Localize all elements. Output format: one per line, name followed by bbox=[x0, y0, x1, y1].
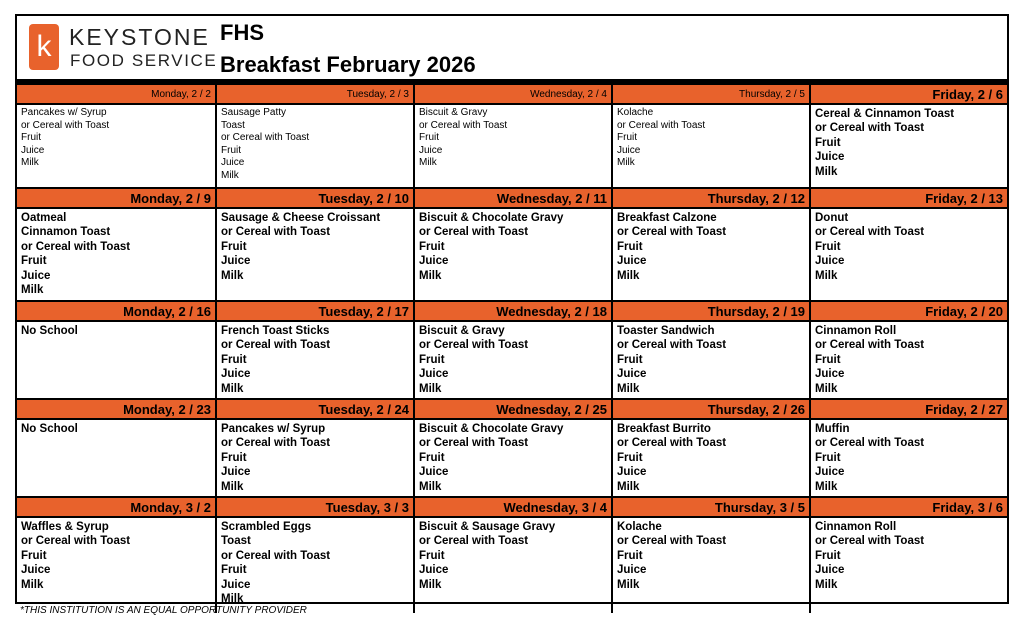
menu-item: Fruit bbox=[221, 564, 247, 577]
day-date: Monday, 2 / 23 bbox=[17, 400, 215, 420]
day-cell bbox=[215, 302, 413, 398]
menu-item: Fruit bbox=[815, 451, 841, 464]
menu-item: Juice bbox=[21, 269, 51, 282]
day-cell bbox=[413, 189, 611, 300]
day-date: Thursday, 2 / 26 bbox=[613, 400, 809, 420]
menu-item: Milk bbox=[617, 269, 640, 282]
day-date: Tuesday, 2 / 3 bbox=[217, 85, 413, 105]
menu-item: Milk bbox=[419, 269, 442, 282]
day-date: Thursday, 2 / 5 bbox=[613, 85, 809, 105]
menu-item: Biscuit & Gravy bbox=[419, 325, 505, 337]
menu-item: Juice bbox=[815, 466, 845, 479]
day-cell bbox=[215, 189, 413, 300]
menu-item: or Cereal with Toast bbox=[21, 119, 110, 131]
menu-item: Fruit bbox=[21, 549, 47, 562]
menu-item: or Cereal with Toast bbox=[221, 549, 331, 562]
menu-item: Fruit bbox=[419, 451, 445, 464]
menu-items bbox=[17, 322, 215, 340]
page-title: Breakfast February 2026 bbox=[220, 52, 476, 77]
week-row bbox=[17, 496, 1007, 613]
menu-item: Milk bbox=[21, 284, 44, 297]
menu-item: or Cereal with Toast bbox=[21, 535, 131, 548]
menu-item: Milk bbox=[815, 269, 838, 282]
menu-item: or Cereal with Toast bbox=[221, 437, 331, 450]
menu-item: Fruit bbox=[617, 549, 643, 562]
day-cell bbox=[413, 302, 611, 398]
menu-items bbox=[415, 209, 611, 285]
menu-item: Milk bbox=[617, 157, 635, 169]
logo-letter: k bbox=[36, 30, 52, 63]
menu-items bbox=[17, 209, 215, 299]
day-date: Monday, 3 / 2 bbox=[17, 498, 215, 518]
menu-item: or Cereal with Toast bbox=[419, 437, 529, 450]
menu-item: Juice bbox=[419, 466, 449, 479]
calendar-grid bbox=[17, 85, 1007, 613]
menu-item: Cinnamon Toast bbox=[21, 226, 111, 239]
day-cell bbox=[809, 498, 1007, 613]
menu-item: Pancakes w/ Syrup bbox=[221, 423, 326, 435]
menu-item: Juice bbox=[221, 466, 251, 479]
day-cell bbox=[215, 85, 413, 187]
menu-item: Juice bbox=[21, 144, 45, 156]
day-cell bbox=[611, 189, 809, 300]
keystone-logo-icon bbox=[29, 24, 59, 70]
menu-item: or Cereal with Toast bbox=[617, 226, 727, 239]
menu-item: Juice bbox=[419, 564, 449, 577]
menu-item: Juice bbox=[815, 255, 845, 268]
menu-items bbox=[811, 105, 1007, 181]
menu-item: Juice bbox=[221, 157, 245, 169]
menu-item: Juice bbox=[221, 255, 251, 268]
week-row bbox=[17, 398, 1007, 496]
menu-item: Juice bbox=[221, 368, 251, 381]
menu-item: Milk bbox=[815, 578, 838, 591]
menu-item: Juice bbox=[815, 564, 845, 577]
menu-item: Milk bbox=[419, 382, 442, 395]
menu-item: Fruit bbox=[221, 451, 247, 464]
day-date: Tuesday, 3 / 3 bbox=[217, 498, 413, 518]
menu-items bbox=[217, 105, 413, 185]
menu-item: Milk bbox=[221, 593, 244, 606]
day-cell bbox=[215, 400, 413, 496]
menu-item: Kolache bbox=[617, 107, 654, 118]
day-cell bbox=[413, 498, 611, 613]
menu-item: Milk bbox=[221, 169, 239, 181]
week-row bbox=[17, 85, 1007, 187]
day-date: Monday, 2 / 9 bbox=[17, 189, 215, 209]
menu-item: Milk bbox=[21, 578, 44, 591]
menu-item: No School bbox=[21, 423, 78, 435]
day-cell bbox=[17, 85, 215, 187]
menu-calendar bbox=[15, 14, 1009, 604]
menu-item: Donut bbox=[815, 212, 849, 224]
day-cell bbox=[611, 302, 809, 398]
menu-item: Milk bbox=[221, 382, 244, 395]
menu-item: French Toast Sticks bbox=[221, 325, 330, 337]
day-date: Thursday, 2 / 19 bbox=[613, 302, 809, 322]
menu-item: or Cereal with Toast bbox=[617, 437, 727, 450]
menu-item: Fruit bbox=[419, 240, 445, 253]
menu-item: Fruit bbox=[419, 132, 439, 144]
menu-item: Milk bbox=[221, 269, 244, 282]
menu-items bbox=[415, 518, 611, 594]
day-date: Wednesday, 3 / 4 bbox=[415, 498, 611, 518]
menu-items bbox=[415, 105, 611, 172]
menu-item: Milk bbox=[221, 480, 244, 493]
menu-items bbox=[17, 518, 215, 594]
header bbox=[17, 16, 1007, 82]
menu-item: or Cereal with Toast bbox=[617, 535, 727, 548]
menu-item: Fruit bbox=[419, 353, 445, 366]
day-date: Tuesday, 2 / 17 bbox=[217, 302, 413, 322]
menu-items bbox=[415, 322, 611, 398]
menu-item: Scrambled Eggs bbox=[221, 521, 312, 533]
day-cell bbox=[413, 400, 611, 496]
menu-items bbox=[811, 518, 1007, 594]
school-name: FHS bbox=[220, 20, 264, 45]
menu-item: Milk bbox=[815, 382, 838, 395]
menu-items bbox=[613, 209, 809, 285]
menu-item: Juice bbox=[617, 144, 641, 156]
menu-item: Breakfast Burrito bbox=[617, 423, 711, 435]
week-row bbox=[17, 300, 1007, 398]
menu-item: Milk bbox=[617, 578, 640, 591]
menu-item: Juice bbox=[419, 255, 449, 268]
day-date: Monday, 2 / 2 bbox=[17, 85, 215, 105]
menu-item: Juice bbox=[617, 255, 647, 268]
menu-item: or Cereal with Toast bbox=[815, 535, 925, 548]
menu-item: or Cereal with Toast bbox=[815, 122, 925, 135]
menu-item: Fruit bbox=[21, 132, 41, 144]
menu-item: Toast bbox=[221, 535, 251, 548]
menu-items bbox=[613, 322, 809, 398]
day-cell bbox=[413, 85, 611, 187]
menu-items bbox=[811, 420, 1007, 496]
menu-item: Juice bbox=[815, 368, 845, 381]
menu-item: Milk bbox=[419, 157, 437, 169]
menu-item: or Cereal with Toast bbox=[419, 226, 529, 239]
menu-item: or Cereal with Toast bbox=[815, 226, 925, 239]
day-date: Friday, 2 / 27 bbox=[811, 400, 1007, 420]
menu-items bbox=[217, 209, 413, 285]
week-row bbox=[17, 187, 1007, 300]
menu-item: Fruit bbox=[617, 240, 643, 253]
menu-item: Juice bbox=[221, 578, 251, 591]
day-cell bbox=[611, 498, 809, 613]
menu-item: Toast bbox=[221, 119, 245, 131]
menu-items bbox=[811, 322, 1007, 398]
day-date: Friday, 2 / 13 bbox=[811, 189, 1007, 209]
day-date: Thursday, 2 / 12 bbox=[613, 189, 809, 209]
menu-items bbox=[613, 420, 809, 496]
menu-item: Cinnamon Roll bbox=[815, 521, 897, 533]
day-date: Friday, 3 / 6 bbox=[811, 498, 1007, 518]
menu-item: Fruit bbox=[815, 353, 841, 366]
footer-note: *THIS INSTITUTION IS AN EQUAL OPPORTUNITY PROVIDER bbox=[20, 605, 307, 616]
day-cell bbox=[809, 302, 1007, 398]
menu-item: Juice bbox=[617, 564, 647, 577]
day-cell bbox=[611, 85, 809, 187]
menu-item: Milk bbox=[617, 382, 640, 395]
menu-items bbox=[17, 420, 215, 438]
day-date: Friday, 2 / 6 bbox=[811, 85, 1007, 105]
menu-items bbox=[217, 420, 413, 496]
menu-item: Juice bbox=[815, 151, 845, 164]
menu-items bbox=[811, 209, 1007, 285]
menu-item: Sausage Patty bbox=[221, 107, 287, 118]
menu-item: Juice bbox=[21, 564, 51, 577]
menu-item: or Cereal with Toast bbox=[617, 119, 706, 131]
menu-item: Milk bbox=[419, 480, 442, 493]
menu-item: or Cereal with Toast bbox=[815, 339, 925, 352]
menu-item: or Cereal with Toast bbox=[419, 119, 508, 131]
menu-item: Muffin bbox=[815, 423, 850, 435]
menu-item: Milk bbox=[419, 578, 442, 591]
menu-items bbox=[613, 105, 809, 172]
day-cell bbox=[809, 189, 1007, 300]
day-cell bbox=[809, 85, 1007, 187]
menu-item: Biscuit & Chocolate Gravy bbox=[419, 423, 564, 435]
menu-item: or Cereal with Toast bbox=[815, 437, 925, 450]
menu-item: Cereal & Cinnamon Toast bbox=[815, 108, 955, 120]
menu-item: Fruit bbox=[21, 255, 47, 268]
menu-item: Biscuit & Sausage Gravy bbox=[419, 521, 556, 533]
day-date: Tuesday, 2 / 24 bbox=[217, 400, 413, 420]
menu-items bbox=[17, 105, 215, 172]
menu-item: Toaster Sandwich bbox=[617, 325, 715, 337]
menu-item: or Cereal with Toast bbox=[419, 535, 529, 548]
day-date: Friday, 2 / 20 bbox=[811, 302, 1007, 322]
day-date: Wednesday, 2 / 4 bbox=[415, 85, 611, 105]
menu-item: Juice bbox=[419, 144, 443, 156]
menu-item: or Cereal with Toast bbox=[21, 240, 131, 253]
menu-item: Sausage & Cheese Croissant bbox=[221, 212, 381, 224]
menu-item: Fruit bbox=[221, 144, 241, 156]
day-date: Wednesday, 2 / 18 bbox=[415, 302, 611, 322]
day-cell bbox=[17, 302, 215, 398]
menu-items bbox=[217, 322, 413, 398]
menu-item: Fruit bbox=[419, 549, 445, 562]
menu-items bbox=[415, 420, 611, 496]
menu-item: or Cereal with Toast bbox=[221, 226, 331, 239]
menu-item: Pancakes w/ Syrup bbox=[21, 107, 107, 118]
menu-item: Waffles & Syrup bbox=[21, 521, 109, 533]
menu-item: No School bbox=[21, 325, 78, 337]
menu-item: Fruit bbox=[221, 353, 247, 366]
logo-brand-line1: KEYSTONE bbox=[69, 24, 210, 50]
day-cell bbox=[17, 189, 215, 300]
menu-item: Cinnamon Roll bbox=[815, 325, 897, 337]
menu-item: Fruit bbox=[617, 451, 643, 464]
day-date: Monday, 2 / 16 bbox=[17, 302, 215, 322]
menu-items bbox=[613, 518, 809, 594]
menu-item: Fruit bbox=[815, 549, 841, 562]
day-cell bbox=[17, 400, 215, 496]
menu-item: Fruit bbox=[617, 353, 643, 366]
day-date: Wednesday, 2 / 25 bbox=[415, 400, 611, 420]
menu-item: Milk bbox=[815, 480, 838, 493]
menu-item: Biscuit & Chocolate Gravy bbox=[419, 212, 564, 224]
menu-items bbox=[217, 518, 413, 608]
day-cell bbox=[215, 498, 413, 613]
logo-brand-line2: FOOD SERVICE bbox=[70, 51, 218, 70]
menu-item: Oatmeal bbox=[21, 212, 67, 224]
menu-item: or Cereal with Toast bbox=[221, 132, 310, 144]
menu-item: Juice bbox=[617, 368, 647, 381]
day-cell bbox=[17, 498, 215, 613]
day-cell bbox=[809, 400, 1007, 496]
menu-item: or Cereal with Toast bbox=[419, 339, 529, 352]
menu-item: Biscuit & Gravy bbox=[419, 107, 488, 118]
menu-item: or Cereal with Toast bbox=[617, 339, 727, 352]
menu-item: Milk bbox=[21, 157, 39, 169]
menu-item: Juice bbox=[617, 466, 647, 479]
menu-item: Fruit bbox=[617, 132, 637, 144]
day-date: Tuesday, 2 / 10 bbox=[217, 189, 413, 209]
menu-item: Fruit bbox=[815, 136, 841, 149]
menu-item: Milk bbox=[617, 480, 640, 493]
menu-item: Juice bbox=[419, 368, 449, 381]
menu-item: Breakfast Calzone bbox=[617, 212, 717, 224]
menu-item: Milk bbox=[815, 165, 838, 178]
day-date: Wednesday, 2 / 11 bbox=[415, 189, 611, 209]
menu-item: Fruit bbox=[221, 240, 247, 253]
menu-item: Fruit bbox=[815, 240, 841, 253]
day-date: Thursday, 3 / 5 bbox=[613, 498, 809, 518]
day-cell bbox=[611, 400, 809, 496]
menu-item: or Cereal with Toast bbox=[221, 339, 331, 352]
menu-item: Kolache bbox=[617, 521, 662, 533]
